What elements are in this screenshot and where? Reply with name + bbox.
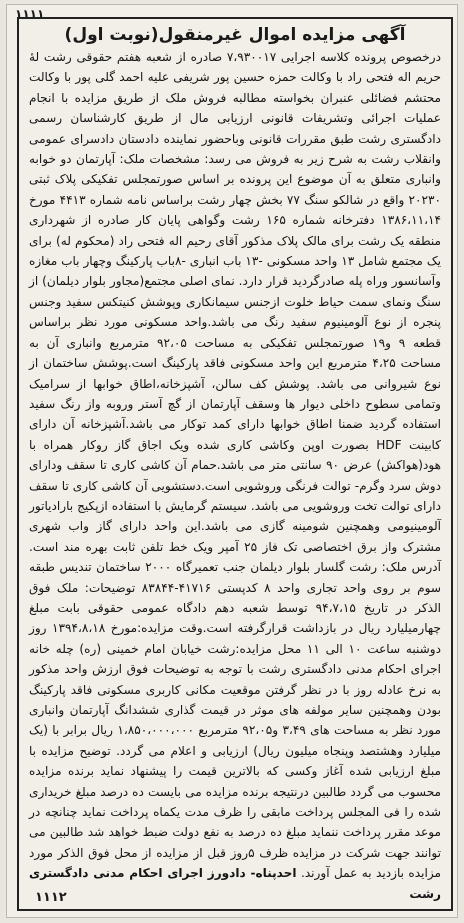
ad-body-text: درخصوص پرونده کلاسه اجرایی ۷،۹۳۰۰۱۷ صادره از شعبه هفتم حقوقی رشت لهٔ حریم اله فتحی راد با وکالت حمزه حسین پور شریفی علیه احمد گلی پور با وکالت محتشم فضائلی عنبران بخواسته مطالبه فروش ملک از طریق مزایده با انجام عملیات اجرائی وتشریفات قانونی ارزیابی مال از طریق کارشناسان رسمی دادگستری رشت طبق مقررات قانونی وباحضور نماینده دادستان دادسرای عمومی وانقلاب رشت به شرح زیر به فروش می رسد: مشخصات ملک: آپارتمان دو خوابه وانباری متعلق به آن موضوع این پرونده بر اساس صورتمجلس تفکیکی پلاک ثبتی ۲۰۲۳۰ واقع در شالکو سنگ ۷۷ بخش چهار رشت براساس نامه شماره ۴۴۱۳ مورخ ۱۳۸۶،۱۱،۱۴ دفترخانه شماره ۱۶۵ رشت وگواهی پایان کار صادره از شهرداری منطقه یک رشت برای مالک پلاک مذکور آقای رحیم اله فتحی راد (محکوم له) برای یک مجتمع شامل ۱۳ واحد مسکونی -۱۳ باب انباری -۸باب پارکینگ وچهار باب مغازه وآسانسور وراه پله صادرگردید قرار دارد. نمای اصلی مجتمع(مجاور بلوار دیلمان) از سنگ ونمای سمت حیاط خلوت ازجنس سیمانکاری وپوشش کنیتکس سفید وجنس پنجره از نوع آلومینیوم سفید رنگ می باشد.واحد مسکونی مورد نظر براساس قطعه ۹ و۱۹ صورتمجلس تفکیکی به مساحت ۹۲،۰۵ مترمربع وانباری آن به مساحت ۴،۲۵ مترمربع این واحد مسکونی فاقد پارکینگ است.پوشش ساختمان از نوع شیروانی می باشد. پوشش کف سالن، آشپزخانه،اطاق خوابها از سرامیک وتمامی سطوح داخلی دیوار ها وسقف آپارتمان از گچ آستر وروبه واز رنگ سفید استفاده گردید ضمنا اطاق خوابها دارای کمد توکار می باشد.آشپزخانه آن دارای کابینت HDF بصورت اوپن وکاشی کاری شده ویک اجاق گاز روکار همراه با هود(هواکش) عرض ۹۰ سانتی متر می باشد.حمام آن کاشی کاری تا سقف ودارای دوش سرد وگرم- توالت فرنگی وروشویی است.دستشویی آن کاشی کاری تا سقف دارای توالت تخت وروشویی می باشد. سیستم گرمایش با استفاده ازپکیج بارادیاتور آلومینیومی وهمچنین شومینه گازی می باشد.این واحد دارای گاز واب شهری مشترک واز برق اختصاصی تک فاز ۲۵ آمپر ویک خط تلفن ثابت بهره مند است. آدرس ملک: رشت گلسار بلوار دیلمان جنب تعمیرگاه ۲۰۰۰ ساختمان تندیس طبقه سوم بر روی واحد تجاری واحد ۸ کدپستی ۴۱۷۱۶-۸۳۸۴۴ توضیحات: ملک فوق الذکر در تاریخ ۹۴،۷،۱۵ توسط شعبه دهم دادگاه عمومی حقوقی بابت مبلغ چهارمیلیارد ریال در بازداشت قرارگرفته است.وقت مزایده:مورخ ۱۳۹۴،۸،۱۸ روز دوشنبه ساعت ۱۰ الی ۱۱ محل مزایده:رشت خیابان امام خمینی (ره) چله خانه اجرای احکام مدنی دادگستری رشت با توجه به توضیحات فوق ارزش واحد مذکور به نرخ عادله روز با در نظر گرفتن موقعیت مکانی کاربری مسکونی فاقد پارکینگ بودن وهمچنین سایر مولفه های موثر در قیمت گذاری ششدانگ آپارتمان وانباری مورد نظر به مساحت های ۳،۴۹ و۹۲،۰۵ مترمربع ۱،۸۵۰،۰۰۰،۰۰۰ ریال برابر با (یک میلیارد وهشتصد وپنجاه میلیون ریال) ارزیابی و اعلام می گردد. توضیح مزایده با مبلغ ارزیابی شده آغاز وکسی که بالاترین قیمت را پیشنهاد نماید برنده مزایده محسوب می گردد طالبین درنتیجه برنده مزایده می بایست ده درصد مبلغ خریداری شده را فی المجلس پرداخت مابقی را ظرف مدت یکماه پرداخت نماید چنانچه در موعد مقرر پرداخت ننماید مبلغ ده درصد به نفع دولت ضبط خواهد شد طالبین می توانند جهت شرکت در مزایده ظرف ۵روز قبل از مزایده از محل فوق الذکر مورد مزایده بازدید به عمل آورند. bbox=[29, 50, 442, 881]
ad-code-bottom: ۱۱۱۲ bbox=[35, 890, 67, 905]
ad-body bbox=[19, 47, 451, 904]
ad-code-top: ۱۱۱۱ bbox=[15, 7, 45, 21]
newspaper-clipping bbox=[6, 4, 458, 918]
ad-title: آگهی مزایده اموال غیرمنقول(نوبت اول) bbox=[64, 25, 406, 45]
ad-signature: احدپناه- دادورز اجرای احکام مدنی دادگستری رشت bbox=[29, 866, 441, 901]
ad-frame bbox=[17, 17, 453, 911]
